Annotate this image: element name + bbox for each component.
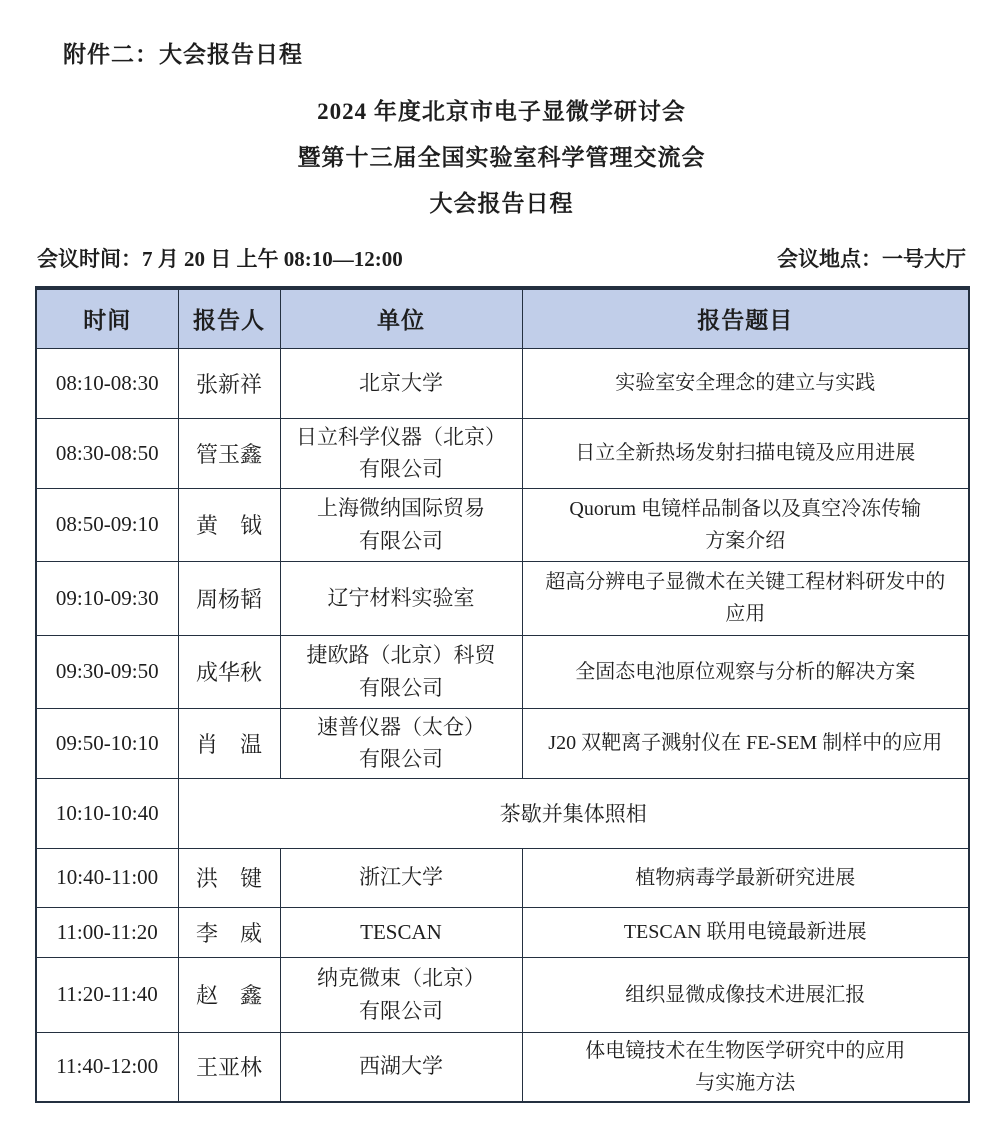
title-line: 与实施方法 (695, 1071, 796, 1094)
schedule-row (36, 561, 969, 635)
org-line: 有限公司 (359, 998, 443, 1023)
cell-time: 11:00-11:20 (36, 907, 178, 957)
title-line: 全固态电池原位观察与分析的解决方案 (575, 660, 916, 683)
cell-organization (280, 957, 522, 1032)
attachment-label: 附件二：大会报告日程 (63, 42, 303, 67)
cell-speaker: 张新祥 (178, 348, 280, 418)
cell-speaker: 黄 钺 (178, 488, 280, 561)
cell-speaker: 洪 键 (178, 848, 280, 907)
cell-organization (280, 635, 522, 708)
org-line: 日立科学仪器（北京） (296, 424, 506, 449)
schedule-row (36, 1032, 969, 1102)
schedule-row (36, 635, 969, 708)
cell-talk-title (522, 561, 969, 635)
meeting-info-row (35, 243, 968, 273)
cell-talk-title (522, 907, 969, 957)
cell-time: 11:20-11:40 (36, 957, 178, 1032)
org-line: 捷欧路（北京）科贸 (306, 643, 496, 668)
col-header-organization: 单位 (280, 288, 522, 348)
col-header-speaker: 报告人 (178, 288, 280, 348)
title-line: 植物病毒学最新研究进展 (635, 866, 856, 889)
cell-speaker: 赵 鑫 (178, 957, 280, 1032)
cell-time: 11:40-12:00 (36, 1032, 178, 1102)
schedule-row-break (36, 778, 969, 848)
cell-organization (280, 708, 522, 778)
org-line: 辽宁材料实验室 (327, 585, 475, 610)
schedule-row (36, 348, 969, 418)
cell-talk-title (522, 848, 969, 907)
org-line: 浙江大学 (359, 865, 443, 890)
schedule-row (36, 708, 969, 778)
schedule-row (36, 418, 969, 488)
col-header-talk-title: 报告题目 (522, 288, 969, 348)
cell-speaker: 管玉鑫 (178, 418, 280, 488)
org-line: 有限公司 (359, 675, 443, 700)
cell-speaker: 成华秋 (178, 635, 280, 708)
cell-time: 09:50-10:10 (36, 708, 178, 778)
schedule-row (36, 957, 969, 1032)
cell-organization (280, 848, 522, 907)
cell-talk-title (522, 957, 969, 1032)
cell-organization (280, 418, 522, 488)
org-line: 速普仪器（太仓） (317, 714, 485, 739)
org-line: 有限公司 (359, 457, 443, 482)
document-title-block (35, 89, 968, 227)
schedule-row (36, 907, 969, 957)
schedule-header-row (36, 288, 969, 348)
title-line: 实验室安全理念的建立与实践 (615, 372, 876, 394)
col-header-time: 时间 (36, 288, 178, 348)
org-line: 北京大学 (359, 370, 443, 395)
cell-organization (280, 907, 522, 957)
org-line: 上海微纳国际贸易 (317, 496, 485, 521)
doc-title-line-3: 大会报告日程 (429, 191, 574, 216)
title-line: Quorum 电镜样品制备以及真空冷冻传输 (569, 497, 922, 520)
schedule-row (36, 488, 969, 561)
title-line: 组织显微成像技术进展汇报 (625, 983, 866, 1006)
cell-speaker: 肖 温 (178, 708, 280, 778)
org-line: TESCAN (360, 919, 442, 944)
cell-organization (280, 488, 522, 561)
cell-time: 09:10-09:30 (36, 561, 178, 635)
title-line: 体电镜技术在生物医学研究中的应用 (585, 1039, 906, 1062)
cell-talk-title (522, 418, 969, 488)
title-line: 方案介绍 (705, 529, 786, 552)
meeting-time: 会议时间：7 月 20 日 上午 08:10—12:00 (37, 247, 403, 271)
schedule-row (36, 848, 969, 907)
schedule-table (35, 286, 970, 1103)
cell-speaker: 李 威 (178, 907, 280, 957)
cell-speaker: 王亚林 (178, 1032, 280, 1102)
cell-time: 08:50-09:10 (36, 488, 178, 561)
doc-title-line-2: 暨第十三届全国实验室科学管理交流会 (297, 145, 706, 170)
cell-talk-title (522, 1032, 969, 1102)
cell-organization (280, 1032, 522, 1102)
title-line: 日立全新热场发射扫描电镜及应用进展 (575, 442, 916, 465)
cell-speaker: 周杨韬 (178, 561, 280, 635)
cell-talk-title (522, 708, 969, 778)
cell-time: 10:10-10:40 (36, 778, 178, 848)
cell-talk-title (522, 635, 969, 708)
cell-break: 茶歇并集体照相 (178, 778, 969, 848)
title-line: 应用 (725, 603, 766, 626)
org-line: 纳克微束（北京） (317, 966, 485, 991)
cell-organization (280, 561, 522, 635)
org-line: 有限公司 (359, 747, 443, 772)
meeting-location: 会议地点：一号大厅 (777, 247, 966, 271)
title-line: TESCAN 联用电镜最新进展 (623, 921, 867, 944)
cell-talk-title (522, 348, 969, 418)
cell-time: 10:40-11:00 (36, 848, 178, 907)
cell-time: 08:30-08:50 (36, 418, 178, 488)
cell-time: 09:30-09:50 (36, 635, 178, 708)
org-line: 有限公司 (359, 528, 443, 553)
org-line: 西湖大学 (359, 1054, 443, 1079)
cell-organization (280, 348, 522, 418)
doc-title-line-1: 2024 年度北京市电子显微学研讨会 (317, 99, 686, 124)
title-line: J20 双靶离子溅射仪在 FE-SEM 制样中的应用 (548, 732, 943, 755)
cell-talk-title (522, 488, 969, 561)
title-line: 超高分辨电子显微术在关键工程材料研发中的 (545, 571, 946, 594)
cell-time: 08:10-08:30 (36, 348, 178, 418)
